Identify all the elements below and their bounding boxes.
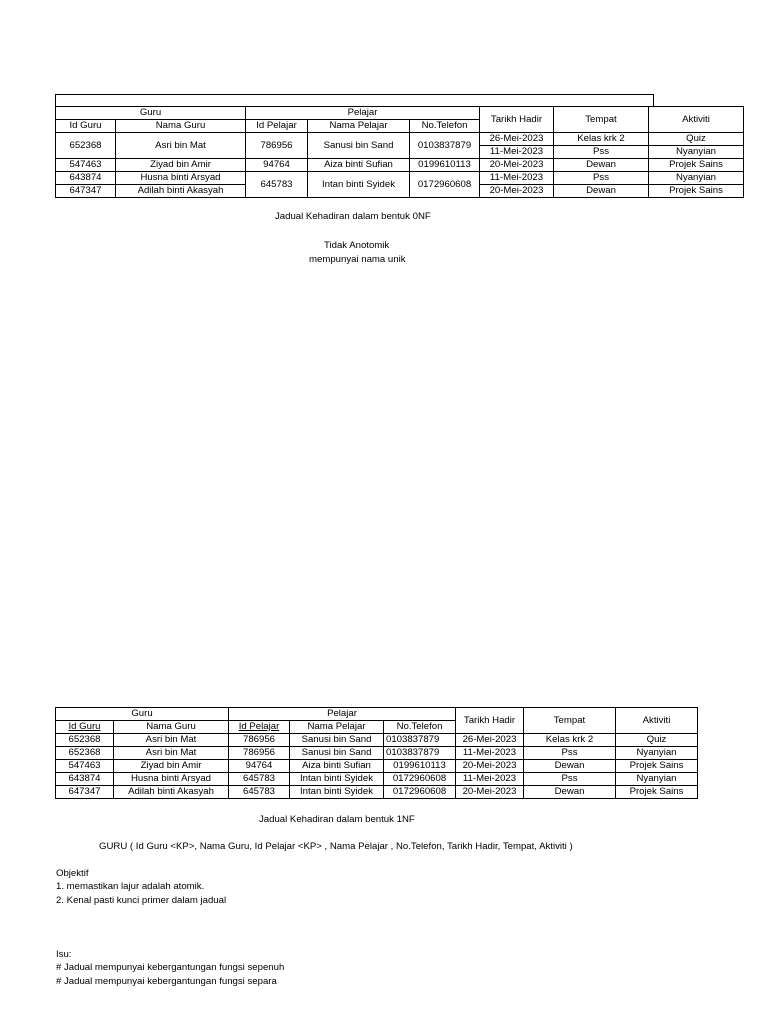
cell-tarikh: 11-Mei-2023 [456,747,524,760]
header-nama-pelajar: Nama Pelajar [290,721,384,734]
cell-id-guru: 652368 [56,133,116,159]
header-tarikh-hadir: Tarikh Hadir [456,708,524,734]
header-id-guru-key: Id Guru [56,721,114,734]
cell-tempat: Dewan [554,185,649,198]
header-no-telefon: No.Telefon [410,120,480,133]
cell-nama-pelajar: Sanusi bin Sand [290,734,384,747]
cell-aktiviti: Projek Sains [649,185,744,198]
header-id-pelajar-key: Id Pelajar [229,721,290,734]
caption-1nf: Jadual Kehadiran dalam bentuk 1NF [259,814,415,825]
cell-aktiviti: Projek Sains [649,159,744,172]
cell-nama-guru: Husna binti Arsyad [116,172,246,185]
cell-tempat: Dewan [524,760,616,773]
header-row-groups [56,107,744,120]
cell-nama-guru: Husna binti Arsyad [114,773,229,786]
cell-no-telefon: 0172960608 [410,172,480,198]
cell-nama-pelajar: Aiza binti Sufian [308,159,410,172]
cell-no-telefon: 0103837879 [410,133,480,159]
table-row [56,747,698,760]
cell-tarikh: 20-Mei-2023 [480,159,554,172]
cell-aktiviti: Projek Sains [616,786,698,799]
table-row [56,773,698,786]
cell-nama-guru: Adilah binti Akasyah [116,185,246,198]
cell-tarikh: 20-Mei-2023 [480,185,554,198]
cell-tempat: Kelas krk 2 [554,133,649,146]
table-row [56,172,744,185]
header-id-guru: Id Guru [56,120,116,133]
isu-item-2: # Jadual mempunyai kebergantungan fungsi separa [56,976,277,987]
cell-tempat: Dewan [524,786,616,799]
cell-tempat: Pss [524,747,616,760]
cell-id-pelajar: 94764 [229,760,290,773]
cell-nama-guru: Ziyad bin Amir [116,159,246,172]
cell-tarikh: 11-Mei-2023 [480,172,554,185]
header-nama-pelajar: Nama Pelajar [308,120,410,133]
table-row [56,760,698,773]
isu-item-1: # Jadual mempunyai kebergantungan fungsi sepenuh [56,962,285,973]
cell-no-telefon: 0199610113 [384,760,456,773]
cell-nama-pelajar: Sanusi bin Sand [290,747,384,760]
cell-tarikh: 26-Mei-2023 [480,133,554,146]
cell-nama-pelajar: Intan binti Syidek [290,786,384,799]
isu-title: Isu: [56,949,72,960]
cell-nama-pelajar: Intan binti Syidek [308,172,410,198]
cell-tempat: Kelas krk 2 [524,734,616,747]
cell-id-guru: 652368 [56,734,114,747]
cell-aktiviti: Nyanyian [616,773,698,786]
cell-no-telefon: 0172960608 [384,786,456,799]
header-aktiviti: Aktiviti [649,107,744,133]
cell-aktiviti: Nyanyian [649,146,744,159]
cell-id-guru: 643874 [56,773,114,786]
cell-nama-pelajar: Sanusi bin Sand [308,133,410,159]
header-aktiviti: Aktiviti [616,708,698,734]
cell-no-telefon: 0172960608 [384,773,456,786]
header-id-pelajar: Id Pelajar [246,120,308,133]
cell-aktiviti: Quiz [649,133,744,146]
header-nama-guru: Nama Guru [116,120,246,133]
cell-tempat: Pss [554,172,649,185]
cell-id-guru: 647347 [56,786,114,799]
header-tempat: Tempat [524,708,616,734]
cell-no-telefon: 0199610113 [410,159,480,172]
cell-no-telefon: 0103837879 [384,747,456,760]
header-tarikh-hadir: Tarikh Hadir [480,107,554,133]
header-guru: Guru [56,708,229,721]
cell-id-pelajar: 645783 [246,172,308,198]
cell-aktiviti: Nyanyian [649,172,744,185]
cell-id-guru: 652368 [56,747,114,760]
table-row [56,786,698,799]
objektif-title: Objektif [56,868,89,879]
cell-id-pelajar: 645783 [229,773,290,786]
header-tempat: Tempat [554,107,649,133]
caption-0nf: Jadual Kehadiran dalam bentuk 0NF [275,211,431,222]
table-0nf [55,106,744,198]
table-row [56,133,744,146]
table-1nf [55,707,698,799]
cell-tarikh: 11-Mei-2023 [456,773,524,786]
header-pelajar: Pelajar [229,708,456,721]
cell-id-pelajar: 94764 [246,159,308,172]
header-nama-guru: Nama Guru [114,721,229,734]
cell-id-pelajar: 786956 [246,133,308,159]
cell-aktiviti: Nyanyian [616,747,698,760]
cell-nama-guru: Asri bin Mat [114,734,229,747]
cell-id-pelajar: 786956 [229,747,290,760]
table-row [56,734,698,747]
header-pelajar: Pelajar [246,107,480,120]
cell-aktiviti: Projek Sains [616,760,698,773]
cell-id-guru: 647347 [56,185,116,198]
objektif-item-2: 2. Kenal pasti kunci primer dalam jadual [56,895,227,906]
header-guru: Guru [56,107,246,120]
cell-no-telefon: 0103837879 [384,734,456,747]
cell-nama-pelajar: Intan binti Syidek [290,773,384,786]
cell-aktiviti: Quiz [616,734,698,747]
cell-nama-pelajar: Aiza binti Sufian [290,760,384,773]
cell-id-pelajar: 645783 [229,786,290,799]
schema-text: GURU ( Id Guru <KP>, Nama Guru, Id Pelajar <KP> , Nama Pelajar , No.Telefon, Tarikh Hadir, Tempat, Aktiviti ) [99,841,573,852]
cell-id-pelajar: 786956 [229,734,290,747]
cell-nama-guru: Adilah binti Akasyah [114,786,229,799]
cell-tarikh: 11-Mei-2023 [480,146,554,159]
cell-tempat: Dewan [554,159,649,172]
cell-tarikh: 26-Mei-2023 [456,734,524,747]
cell-tempat: Pss [524,773,616,786]
header-no-telefon: No.Telefon [384,721,456,734]
cell-id-guru: 547463 [56,760,114,773]
cell-tarikh: 20-Mei-2023 [456,760,524,773]
cell-id-guru: 547463 [56,159,116,172]
objektif-item-1: 1. memastikan lajur adalah atomik. [56,881,205,892]
cell-tempat: Pss [554,146,649,159]
cell-nama-guru: Asri bin Mat [116,133,246,159]
table-row [56,159,744,172]
cell-nama-guru: Asri bin Mat [114,747,229,760]
note-tidak-anotomik: Tidak Anotomik [324,240,390,251]
header-row-groups [56,708,698,721]
cell-tarikh: 20-Mei-2023 [456,786,524,799]
cell-id-guru: 643874 [56,172,116,185]
note-nama-unik: mempunyai nama unik [309,254,406,265]
cell-nama-guru: Ziyad bin Amir [114,760,229,773]
